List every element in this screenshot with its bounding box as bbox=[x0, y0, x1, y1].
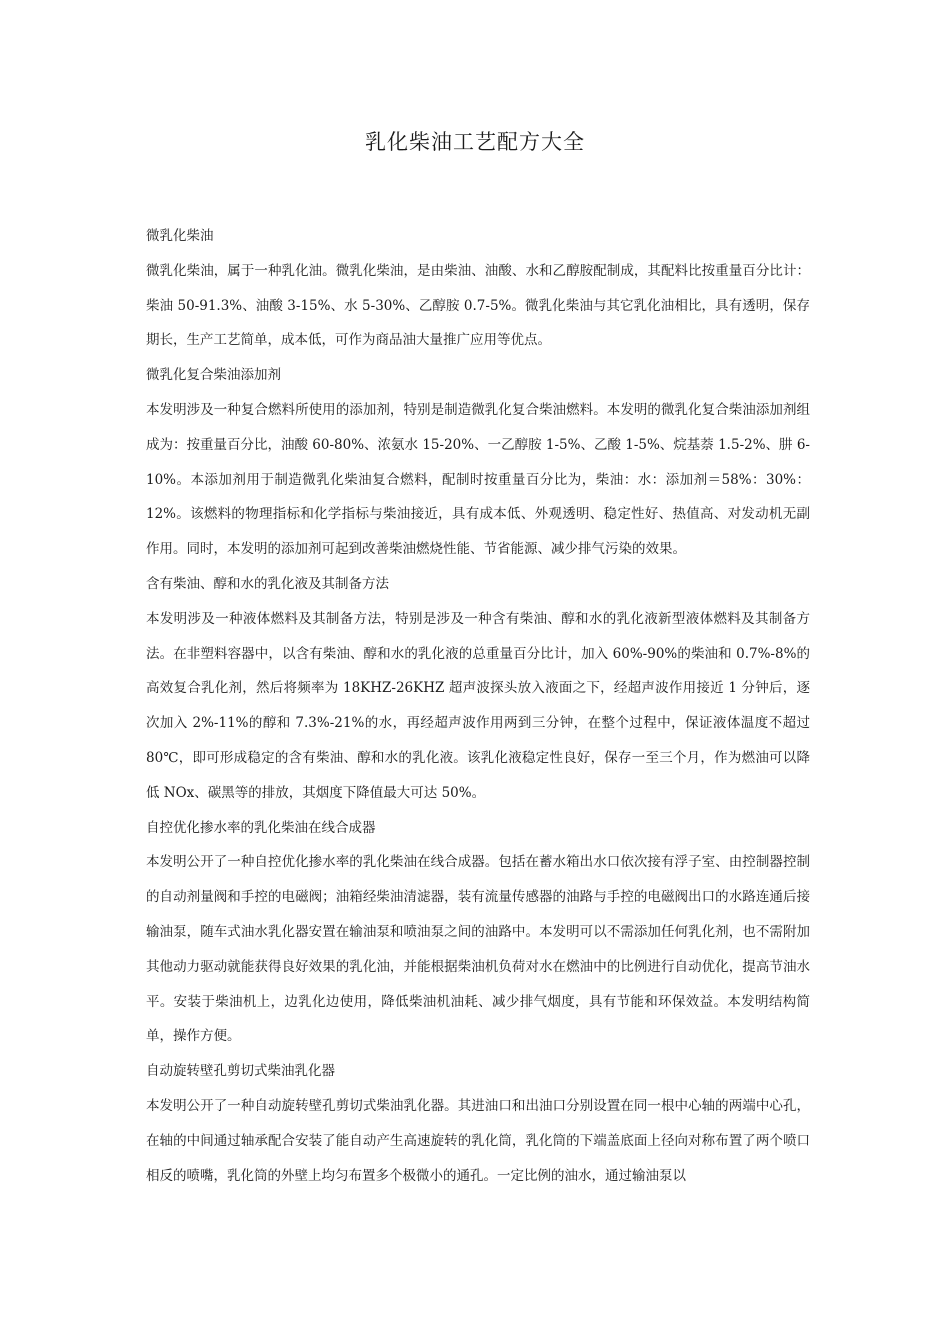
section-heading: 含有柴油、醇和水的乳化液及其制备方法 bbox=[146, 575, 389, 592]
section-paragraph: 本发明公开了一种自动旋转壁孔剪切式柴油乳化器。其进油口和出油口分别设置在同一根中心轴的两端中心孔，在轴的中间通过轴承配合安装了能自动产生高速旋转的乳化筒，乳化筒的下端盖底面上径向对称布置了两个喷口相反的喷嘴，乳化筒的外壁上均匀布置多个极微小的通孔。一定比例的油水，通过输油泵以 bbox=[146, 1097, 810, 1184]
section-heading: 微乳化复合柴油添加剂 bbox=[146, 367, 281, 384]
section-heading: 自动旋转壁孔剪切式柴油乳化器 bbox=[146, 1063, 335, 1080]
document-title: 乳化柴油工艺配方大全 bbox=[365, 130, 585, 154]
section-heading: 微乳化柴油 bbox=[146, 228, 214, 244]
section-paragraph: 本发明公开了一种自控优化掺水率的乳化柴油在线合成器。包括在蓄水箱出水口依次接有浮子室、由控制器控制的自动剂量阀和手控的电磁阀；油箱经柴油清滤器，装有流量传感器的油路与手控的电磁阀出口的水路连通后接输油泵，随车式油水乳化器安置在输油泵和喷油泵之间的油路中。本发明可以不需添加任何乳化剂，也不需附加其他动力驱动就能获得良好效果的乳化油，并能根据柴油机负荷对水在燃油中的比例进行自动优化，提高节油水平。安装于柴油机上，边乳化边使用，降低柴油机油耗、减少排气烟度，具有节能和环保效益。本发明结构简单，操作方便。 bbox=[146, 854, 810, 1045]
section-paragraph: 本发明涉及一种液体燃料及其制备方法，特别是涉及一种含有柴油、醇和水的乳化液新型液体燃料及其制备方法。在非塑料容器中，以含有柴油、醇和水的乳化液的总重量百分比计，加入 60%-90%的柴油和 0.7%-8%的高效复合乳化剂，然后将频率为 18KHZ-26KHZ 超声波探头放入液面之下，经超声波作用接近 1 分钟后，逐次加入 2%-11%的醇和 7.3%-21%的水，再经超声波作用两到三分钟，在整个过程中，保证液体温度不超过 80℃，即可形成稳定的含有柴油、醇和水的乳化液。该乳化液稳定性良好，保存一至三个月，作为燃油可以降低 NOx、碳黑等的排放，其烟度下降值最大可达 50%。 bbox=[146, 610, 810, 801]
section-heading: 自控优化掺水率的乳化柴油在线合成器 bbox=[146, 819, 376, 836]
section-paragraph: 本发明涉及一种复合燃料所使用的添加剂，特别是制造微乳化复合柴油燃料。本发明的微乳化复合柴油添加剂组成为：按重量百分比，油酸 60-80%、浓氨水 15-20%、一乙醇胺 1-5%、乙酸 1-5%、烷基萘 1.5-2%、肼 6-10%。本添加剂用于制造微乳化柴油复合燃料，配制时按重量百分比为，柴油：水：添加剂＝58%：30%：12%。该燃料的物理指标和化学指标与柴油接近，具有成本低、外观透明、稳定性好、热值高、对发动机无副作用。同时，本发明的添加剂可起到改善柴油燃烧性能、节省能源、减少排气污染的效果。 bbox=[146, 401, 810, 558]
section-paragraph: 微乳化柴油，属于一种乳化油。微乳化柴油，是由柴油、油酸、水和乙醇胺配制成，其配料比按重量百分比计：柴油 50-91.3%、油酸 3-15%、水 5-30%、乙醇胺 0.7-5%。微乳化柴油与其它乳化油相比，具有透明，保存期长，生产工艺简单，成本低，可作为商品油大量推广应用等优点。 bbox=[146, 262, 810, 349]
document-body bbox=[146, 219, 810, 1193]
